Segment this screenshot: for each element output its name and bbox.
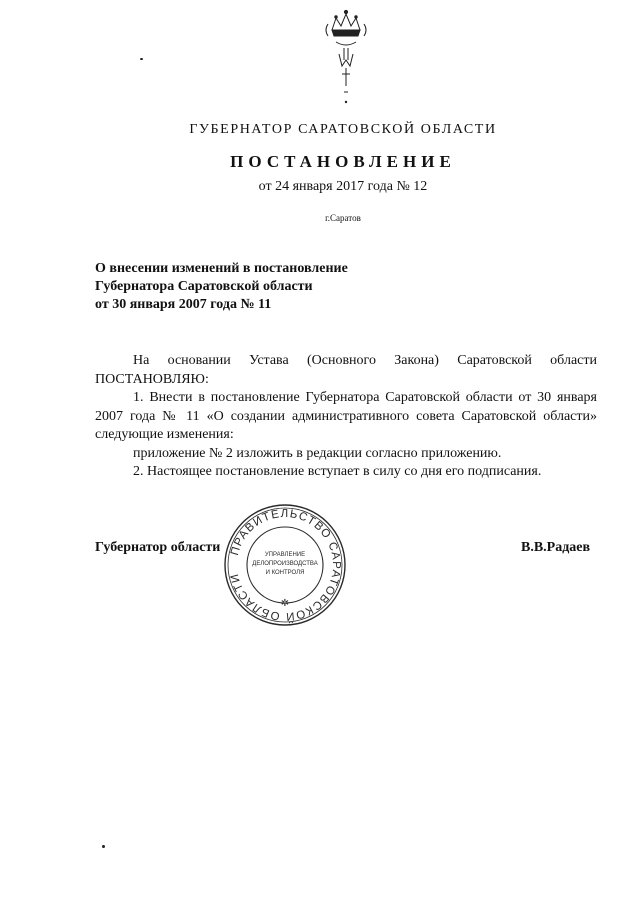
signatory-title: Губернатор области bbox=[95, 540, 221, 555]
body-paragraph-basis: На основании Устава (Основного Закона) Саратовской области bbox=[133, 353, 597, 368]
issuer-heading: ГУБЕРНАТОР САРАТОВСКОЙ ОБЛАСТИ bbox=[189, 122, 497, 137]
svg-text:✲: ✲ bbox=[280, 598, 290, 609]
signatory-name: В.В.Радаев bbox=[521, 540, 591, 555]
seal-center-line: ДЕЛОПРОИЗВОДСТВА bbox=[252, 561, 318, 567]
subject-line: Губернатора Саратовской области bbox=[95, 279, 313, 294]
document-date-number: от 24 января 2017 года № 12 bbox=[258, 179, 428, 194]
subject-line: от 30 января 2007 года № 11 bbox=[95, 297, 272, 312]
seal-center-line: УПРАВЛЕНИЕ bbox=[264, 552, 306, 558]
scan-speck bbox=[102, 845, 105, 848]
subject-line: О внесении изменений в постановление bbox=[95, 261, 348, 276]
seal-ring-text: ПРАВИТЕЛЬСТВО САРАТОВСКОЙ ОБЛАСТИ bbox=[228, 507, 343, 623]
coat-of-arms-emblem bbox=[322, 8, 370, 108]
body-item-1-line: 1. Внести в постановление Губернатора Саратовской области от 30 января bbox=[133, 390, 597, 405]
document-type: ПОСТАНОВЛЕНИЕ bbox=[230, 152, 456, 171]
body-item-2: 2. Настоящее постановление вступает в силу со дня его подписания. bbox=[133, 464, 542, 479]
body-decree-word: ПОСТАНОВЛЯЮ: bbox=[95, 371, 209, 387]
document-city: г.Саратов bbox=[325, 213, 361, 223]
body-item-1-line: 2007 года № 11 «О создании административного совета Саратовской области» bbox=[95, 408, 597, 424]
official-seal-stamp bbox=[220, 500, 350, 630]
body-item-1-line: следующие изменения: bbox=[95, 427, 234, 442]
body-item-1-amendment: приложение № 2 изложить в редакции согласно приложению. bbox=[133, 445, 502, 461]
document-subject bbox=[95, 260, 348, 314]
document-body bbox=[95, 352, 597, 482]
scan-speck bbox=[140, 58, 143, 60]
seal-center-line: И КОНТРОЛЯ bbox=[265, 570, 305, 576]
